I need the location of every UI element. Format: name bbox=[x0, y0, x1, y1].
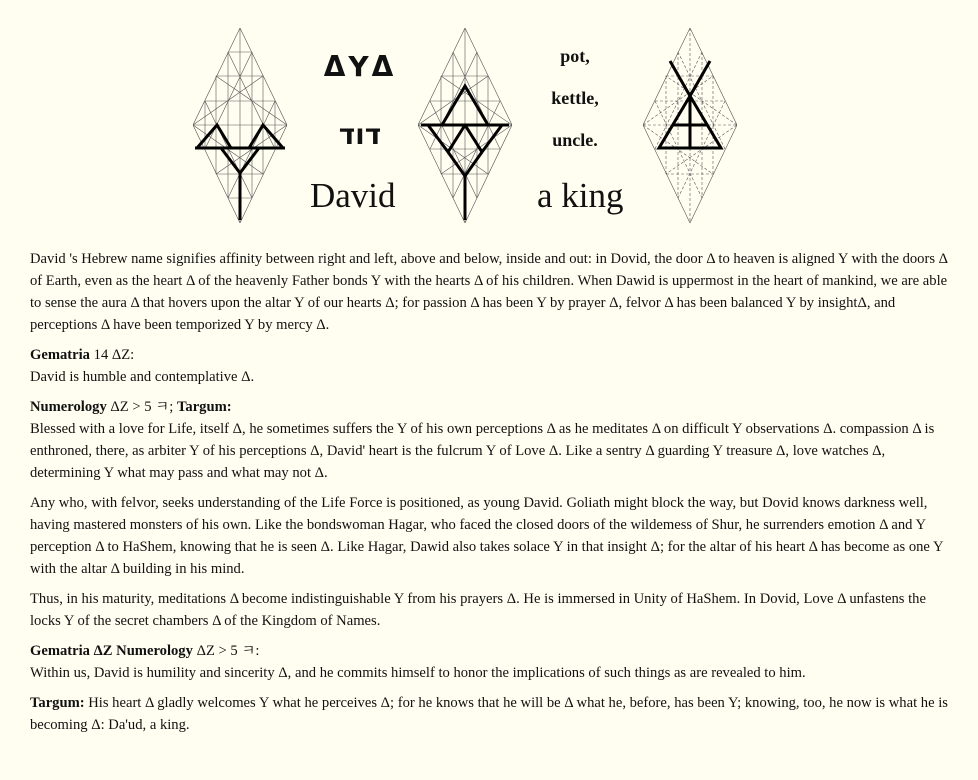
targum-label: Targum: bbox=[177, 399, 232, 415]
numerology-value: ΔZ > 5 ㅋ; bbox=[110, 399, 174, 415]
gloss-uncle: uncle. bbox=[552, 130, 598, 150]
numerology-label: Numerology bbox=[30, 399, 107, 415]
hebrew-word: דוד bbox=[338, 118, 382, 151]
gematria-label: Gematria bbox=[30, 347, 90, 363]
intro-paragraph: David 's Hebrew name signifies affinity between right and left, above and below, inside and out: in Dovid, the door Δ to heaven is aligned Y with the doors Δ of Earth, even as the heart Δ of the heavenly Father bonds Y with the hearts Δ of his children. When Dawid is uppermost in the heart of mankind, we are able to sense the aura Δ that hovers upon the altar Y of our hearts Δ; for passion Δ has been Y by prayer Δ, felvor Δ has been balanced Y by insightΔ, and perceptions Δ have been temporized Y by mercy Δ. bbox=[30, 251, 948, 333]
english-name: David bbox=[310, 176, 396, 215]
meaning-a-king: a king bbox=[537, 176, 624, 215]
article-body bbox=[30, 248, 950, 744]
left-lattice-diamond bbox=[193, 28, 287, 223]
numerology-text: Blessed with a love for Life, itself Δ, he sometimes suffers the Y of his own perceptions Δ as he meditates Δ on difficult Y observations Δ. compassion Δ is enthroned, there, as arbiter Y of his perceptions Δ, David' heart is the fulcrum Y of Love Δ. Like a sentry Δ guarding Y treasure Δ, love watches Δ, determining Y what may pass and what may not Δ. bbox=[30, 421, 935, 481]
targum-final-text: His heart Δ gladly welcomes Y what he perceives Δ; for he knows that he will be Δ what he, before, has been Y; knowing, too, he now is what he is becoming Δ: Da'ud, a king. bbox=[30, 695, 948, 733]
header bbox=[0, 0, 978, 240]
gematria-text: David is humble and contemplative Δ. bbox=[30, 369, 255, 385]
gematria-section bbox=[30, 344, 950, 388]
gematria-numerology-value: ΔZ > 5 ㅋ: bbox=[196, 643, 260, 659]
center-lattice-diamond bbox=[418, 28, 512, 223]
paleo-hebrew-word: ΔYΔ bbox=[323, 50, 397, 83]
gloss-kettle: kettle, bbox=[551, 88, 599, 108]
numerology-section bbox=[30, 396, 950, 484]
right-lattice-diamond bbox=[643, 28, 737, 223]
gematria-numerology-label: Gematria ΔZ Numerology bbox=[30, 643, 193, 659]
gematria-value: 14 ΔZ: bbox=[93, 347, 135, 363]
gloss-pot: pot, bbox=[560, 46, 590, 66]
targum-final-label: Targum: bbox=[30, 695, 85, 711]
maturity-paragraph: Thus, in his maturity, meditations Δ become indistinguishable Y from his prayers Δ. He is immersed in Unity of HaShem. In Dovid, Love Δ unfastens the locks Y of the secret chambers Δ of the Kingdom of Names. bbox=[30, 591, 926, 629]
targum-final-section bbox=[30, 692, 950, 736]
gematria-numerology-section bbox=[30, 640, 950, 684]
goliath-paragraph: Any who, with felvor, seeks understanding of the Life Force is positioned, as young David. Goliath might block the way, but Dovid knows darkness well, having mastered monsters of his own. Like the bondswoman Hagar, who faced the closed doors of the wildemess of Shur, he surrenders emotion Δ and Y perception Δ to HaShem, knowing that he is seen Δ. Like Hagar, Dawid also takes solace Y in that insight Δ; for the altar of his heart Δ has become as one Y with the altar Δ building in his mind. bbox=[30, 495, 944, 577]
gematria-numerology-text: Within us, David is humility and sincerity Δ, and he commits himself to honor the implications of such things as are revealed to him. bbox=[30, 665, 806, 681]
